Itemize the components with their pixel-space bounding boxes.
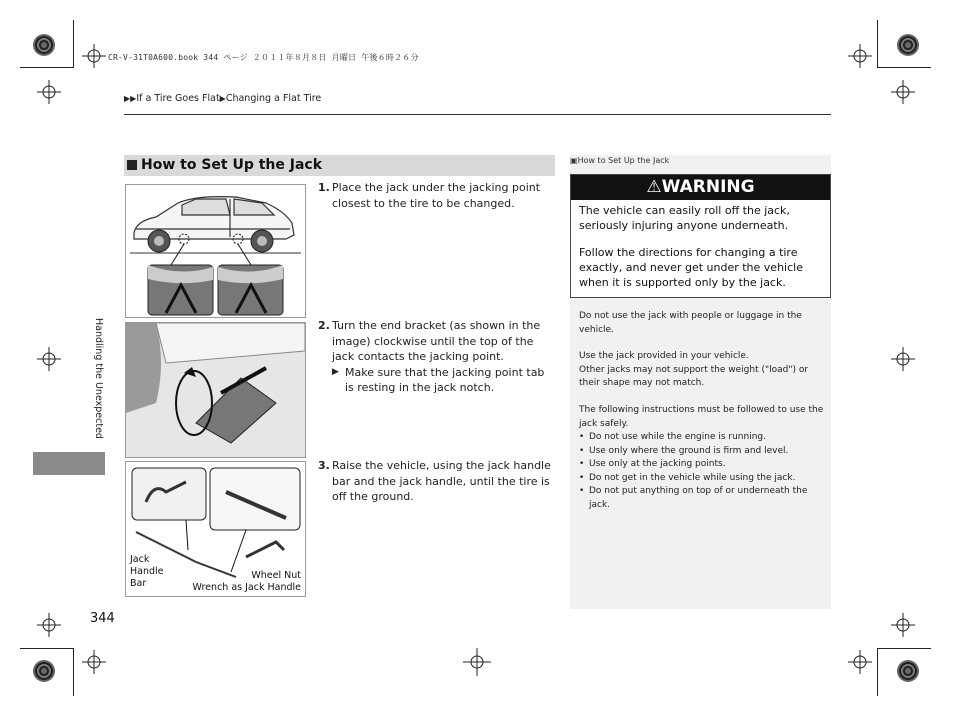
figure-jack-bracket <box>125 322 306 458</box>
registration-rosette-icon <box>33 34 55 56</box>
page-number: 344 <box>90 611 115 626</box>
warning-text-1: The vehicle can easily roll off the jack, seriously injuring anyone underneath. <box>579 204 790 232</box>
breadcrumb <box>124 93 321 104</box>
step-1: 1. Place the jack under the jacking point closest to the tire to be changed. <box>318 181 541 210</box>
bullet-item: • Do not get in the vehicle while using the jack. <box>579 472 824 486</box>
registration-rosette-icon <box>33 660 55 682</box>
registration-rosette-icon <box>897 34 919 56</box>
side-note-caption: ▣How to Set Up the Jack <box>570 156 670 165</box>
crop-mark <box>877 67 931 68</box>
reference-icon: ▣ <box>570 156 578 165</box>
figure-jack-handle <box>125 461 306 597</box>
breadcrumb-item[interactable]: If a Tire Goes Flat <box>136 93 220 104</box>
section-square-icon <box>127 160 137 170</box>
chapter-label: Handling the Unexpected <box>93 318 104 439</box>
crop-mark <box>20 648 74 649</box>
section-header <box>124 155 555 176</box>
crop-mark <box>877 648 931 649</box>
warning-triangle-icon: ⚠ <box>646 177 662 197</box>
warning-box <box>570 174 831 298</box>
chapter-tab[interactable] <box>33 452 105 475</box>
breadcrumb-arrow-icon: ▶ <box>219 94 226 103</box>
file-header: CR-V-31T0A600.book 344 ページ ２０１１年８月８日 月曜日 午後６時２６分 <box>108 53 419 62</box>
note-paragraph: Use the jack provided in your vehicle. Other jacks may not support the weight ("load") or their shape may not match. <box>579 351 809 388</box>
step-3: 3. Raise the vehicle, using the jack handle bar and the jack handle, until the tire is off the ground. <box>318 459 551 503</box>
label-jack-handle-bar: Jack Handle Bar <box>130 554 164 589</box>
crop-mark <box>73 20 74 68</box>
breadcrumb-item[interactable]: Changing a Flat Tire <box>225 93 322 104</box>
bullet-item: • Do not use while the engine is running. <box>579 431 824 445</box>
warning-header: ⚠WARNING <box>571 175 830 200</box>
breadcrumb-arrow-icon: ▶▶ <box>124 94 137 103</box>
step-2-note: ▶ Make sure that the jacking point tab is resting in the jack notch. <box>332 365 545 394</box>
label-wheel-nut-wrench: Wheel Nut Wrench as Jack Handle <box>192 570 301 593</box>
bullet-item: • Do not put anything on top of or underneath the jack. <box>579 485 824 512</box>
crop-mark <box>877 20 878 68</box>
bullet-item: • Use only at the jacking points. <box>579 458 824 472</box>
registration-rosette-icon <box>897 660 919 682</box>
section-title: How to Set Up the Jack <box>141 157 323 173</box>
crop-mark <box>73 648 74 696</box>
car-side-illustration <box>126 185 305 317</box>
crop-mark <box>20 67 74 68</box>
note-paragraph: Do not use the jack with people or luggage in the vehicle. <box>579 311 802 335</box>
step-2: 2. Turn the end bracket (as shown in the image) clockwise until the top of the jack contacts the jacking point. ▶ Make sure that the jacking point tab is resting in the jack notch. <box>332 318 554 396</box>
note-paragraph: The following instructions must be followed to use the jack safely. • Do not use while the engine is running. • Use only where the ground is firm and level. • Use only at the jacking points. • Do not get in the vehicle while using the jack. • Do not put anything on top of or underneath the jack. <box>579 404 824 512</box>
figure-jacking-points <box>125 184 306 318</box>
warning-text-2: Follow the directions for changing a tire exactly, and never get under the vehicle when it is supported only by the jack. <box>579 246 803 289</box>
note-arrow-icon: ▶ <box>332 366 339 377</box>
bullet-item: • Use only where the ground is firm and level. <box>579 445 824 459</box>
jack-bracket-illustration <box>126 323 305 457</box>
crop-mark <box>877 648 878 696</box>
header-rule <box>124 114 831 115</box>
